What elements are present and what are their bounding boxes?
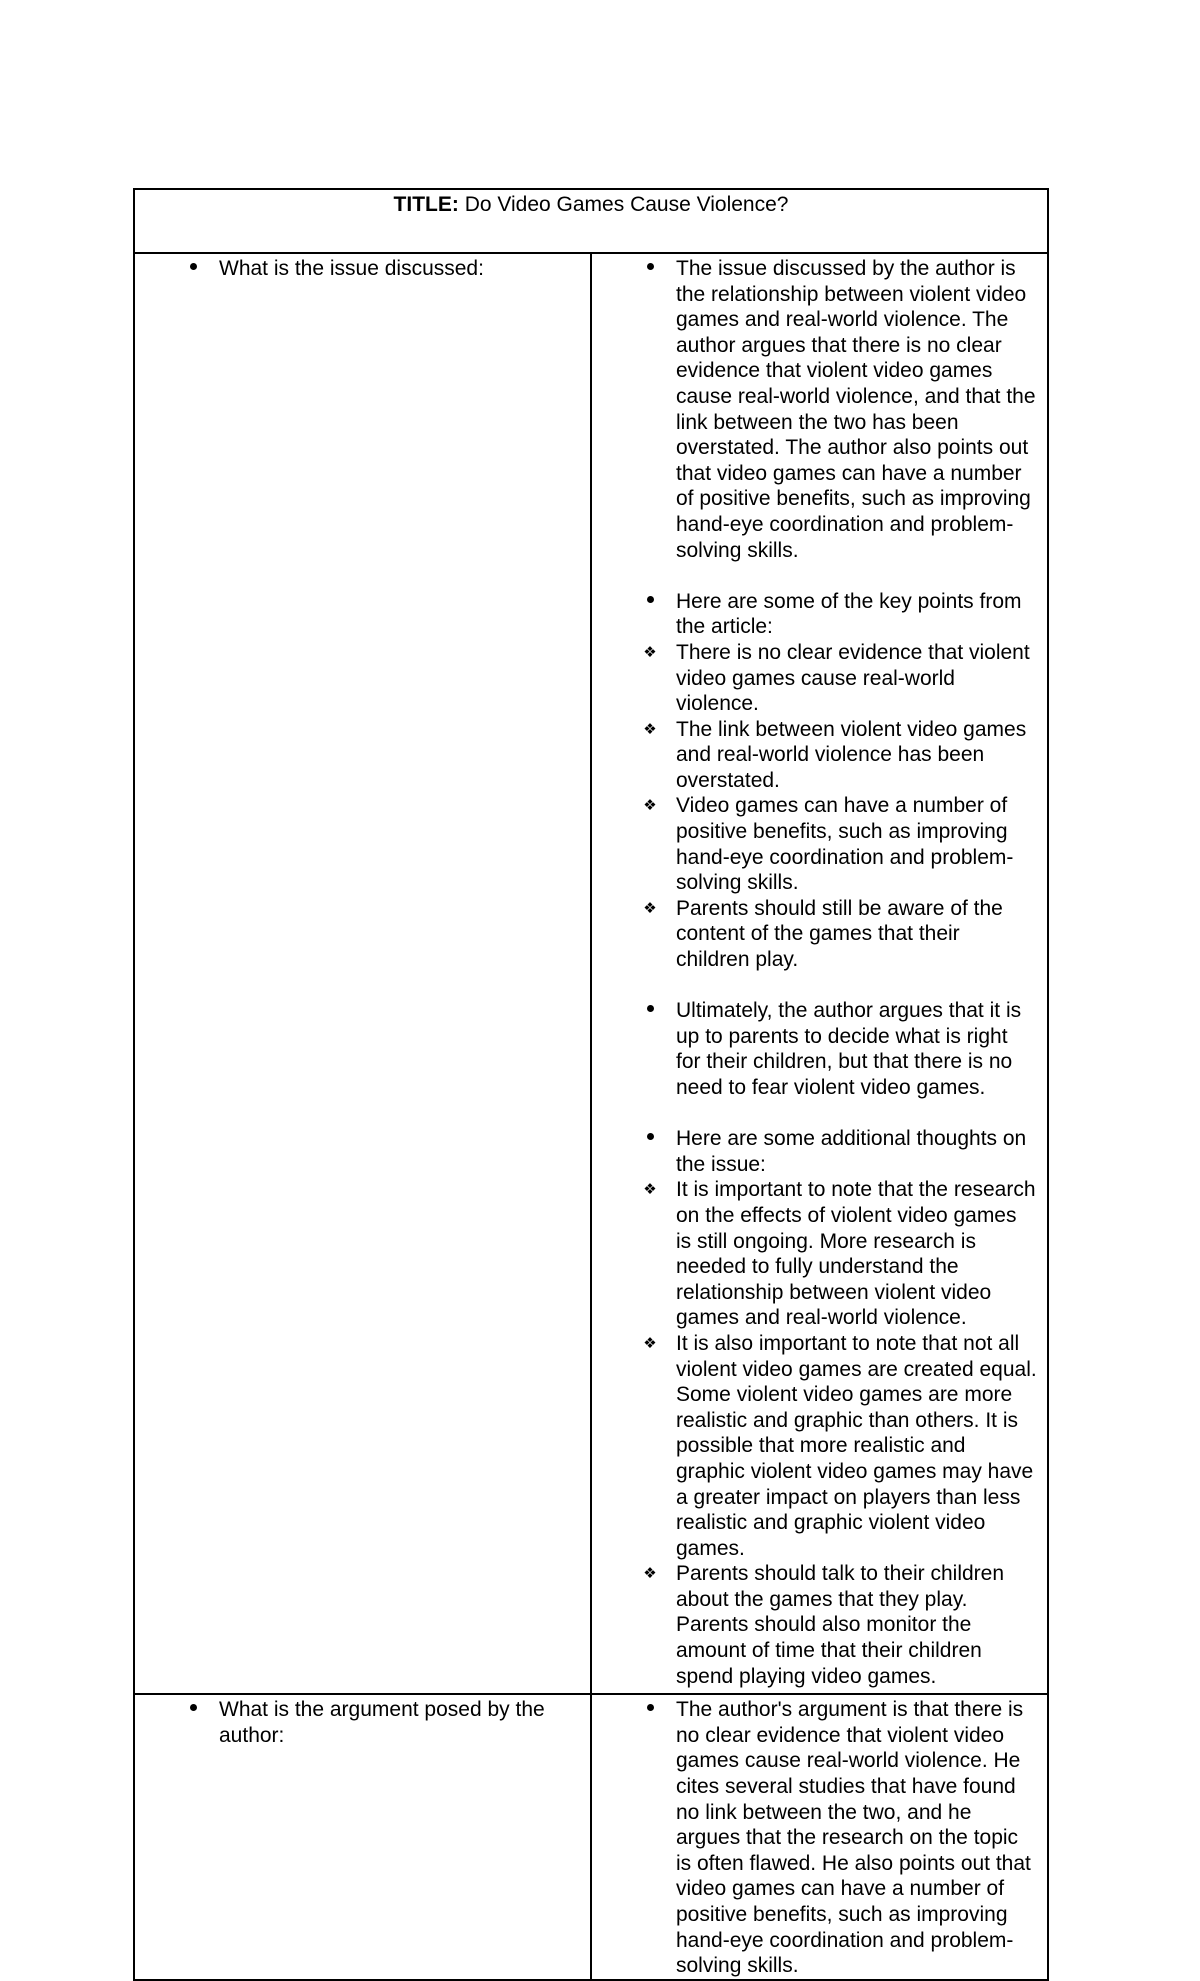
list-item [592,1697,1047,1979]
list-item [592,896,1047,973]
key-points-intro: Here are some of the key points from the article: [676,589,1022,639]
bullet-icon [640,1697,660,1723]
thought: It is also important to note that not all violent video games are created equal. Some violent video games are more realistic and graphic than others. It is possible that more realistic and graphic violent video games may have a greater impact on players than less realistic and graphic violent video games. [676,1331,1037,1560]
list-item [592,793,1047,895]
argument-row [134,1694,1048,1980]
diamond-bullet-icon: ❖ [643,1181,657,1199]
list-item [592,998,1047,1100]
key-point: Parents should still be aware of the content of the games that their children play. [676,896,1003,972]
issue-answer-cell [591,253,1048,1694]
bullet-icon [183,256,203,282]
diamond-bullet-icon: ❖ [643,720,657,738]
key-point: There is no clear evidence that violent video games cause real-world violence. [676,640,1030,716]
thought: It is important to note that the research on the effects of violent video games is still ongoing. More research is needed to fully understand the relationship between violent video games and real-world violence. [676,1178,1036,1330]
bullet-icon [183,1697,203,1723]
title-text: Do Video Games Cause Violence? [464,193,789,216]
diamond-bullet-icon: ❖ [643,899,657,917]
diamond-bullet-icon: ❖ [643,1565,657,1583]
list-item [135,256,590,282]
list-item [592,640,1047,717]
argument-answer: The author's argument is that there is no clear evidence that violent video games cause real-world violence. He cites several studies that have found no link between the two, and he argues that the research on the topic is often flawed. He also points out that video games can have a number of positive benefits, such as improving hand-eye coordination and problem-solving skills. [676,1698,1031,1978]
key-point: Video games can have a number of positive benefits, such as improving hand-eye coordination and problem-solving skills. [676,794,1014,895]
argument-question-cell [134,1694,591,1980]
issue-question-cell [134,253,591,1694]
list-item [592,1177,1047,1331]
bullet-icon [640,589,660,615]
list-item [592,589,1047,640]
key-point: The link between violent video games and real-world violence has been overstated. [676,717,1027,792]
list-item [592,1331,1047,1561]
list-item [592,256,1047,563]
title-cell [134,189,1048,253]
issue-paragraph: The issue discussed by the author is the relationship between violent video games and real-world violence. The author argues that there is no clear evidence that violent video games cause real-world violence, and that the link between the two has been overstated. The author also points out that video games can have a number of positive benefits, such as improving hand-eye coordination and problem-solving skills. [676,257,1036,562]
title-label: TITLE: [393,193,459,216]
diamond-bullet-icon: ❖ [643,1334,657,1352]
conclusion-paragraph: Ultimately, the author argues that it is up to parents to decide what is right for their children, but that there is no need to fear violent video games. [676,999,1022,1099]
diamond-bullet-icon: ❖ [643,643,657,661]
issue-row [134,253,1048,1694]
diamond-bullet-icon: ❖ [643,797,657,815]
title-row [134,189,1048,253]
argument-question: What is the argument posed by the author: [219,1698,545,1747]
list-item [592,1126,1047,1177]
bullet-icon [640,998,660,1024]
argument-answer-cell [591,1694,1048,1980]
bullet-icon [640,256,660,282]
list-item [135,1697,590,1748]
thought: Parents should talk to their children about the games that they play. Parents should also monitor the amount of time that their children spend playing video games. [676,1562,1005,1688]
bullet-icon [640,1126,660,1152]
list-item [592,717,1047,794]
thoughts-intro: Here are some additional thoughts on the issue: [676,1127,1027,1176]
list-item [592,1561,1047,1689]
document-table [133,188,1049,1981]
issue-question: What is the issue discussed: [219,257,484,280]
